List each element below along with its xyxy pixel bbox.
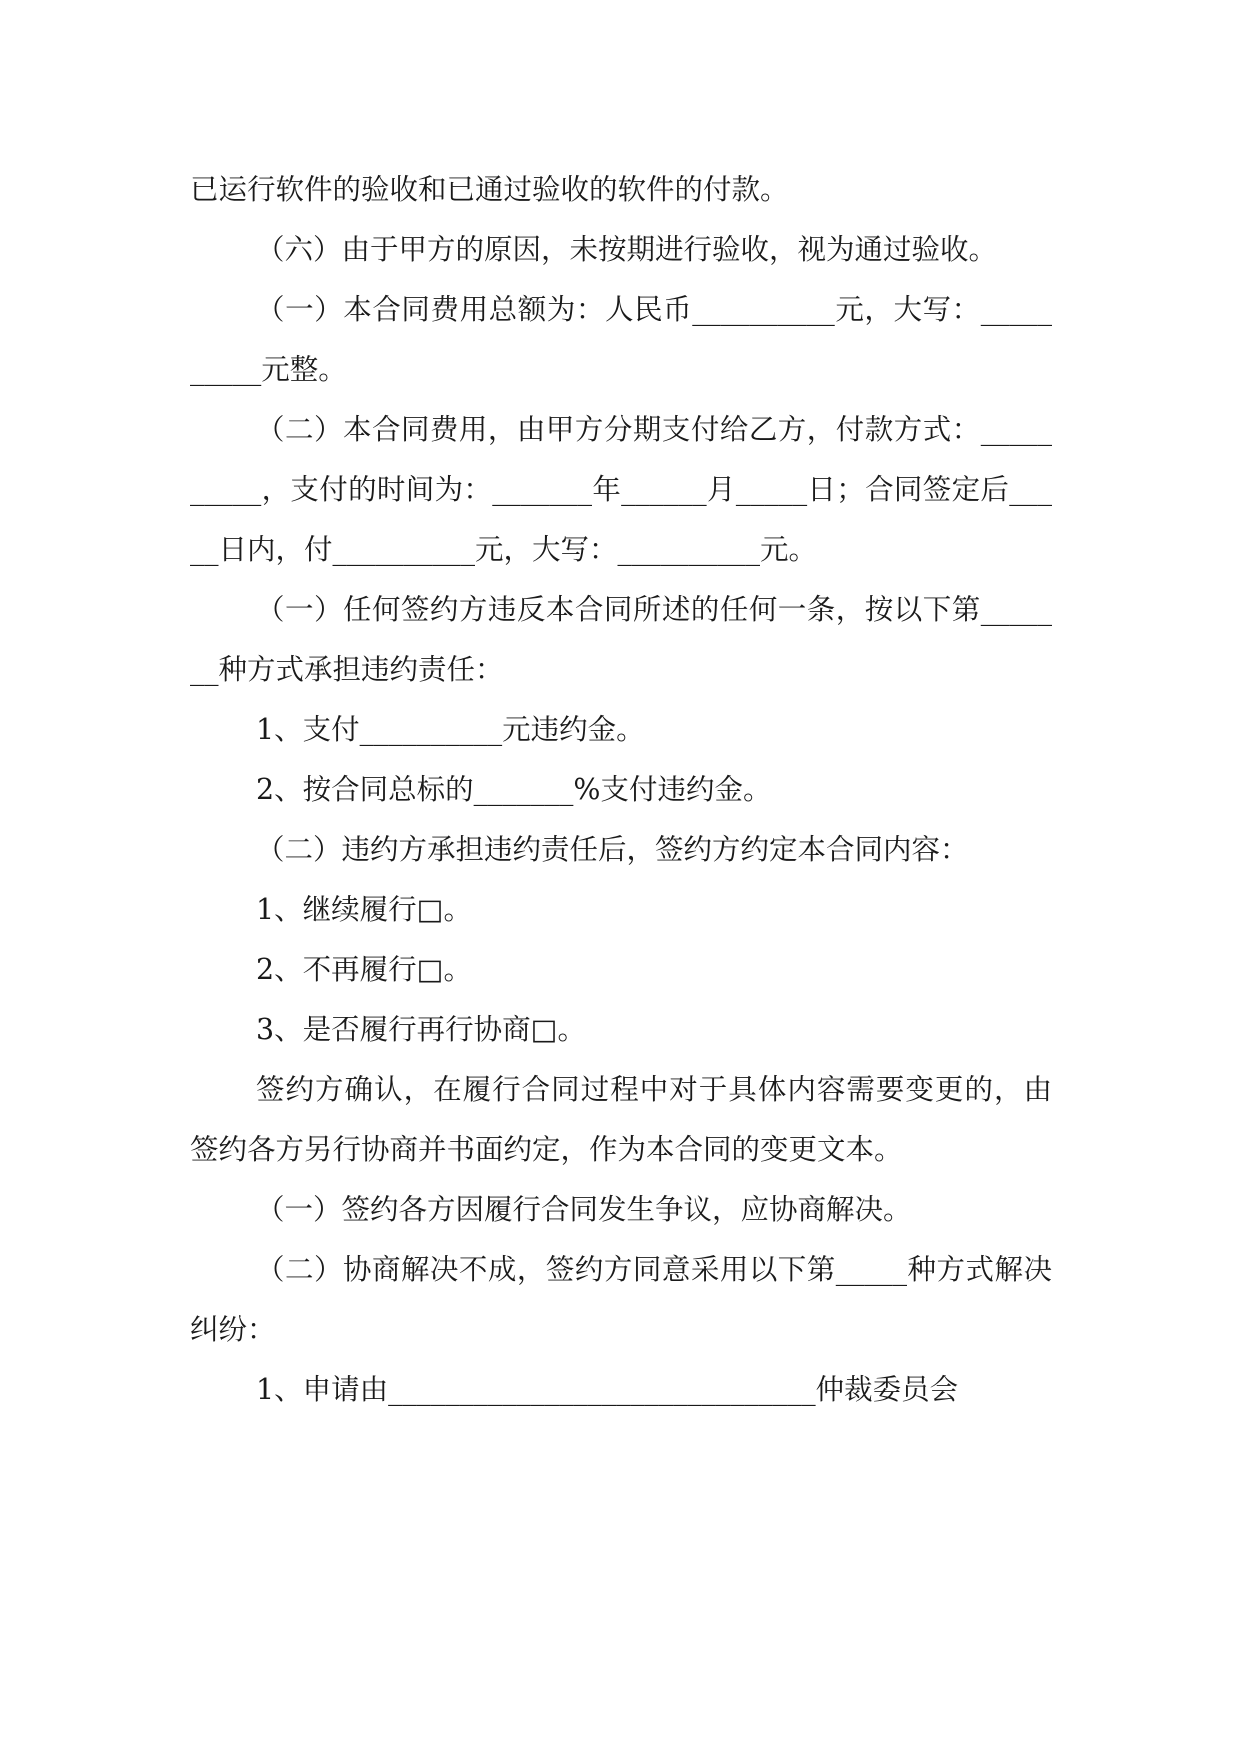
list-item-arbitration: 1、申请由______________________________仲裁委员会 bbox=[256, 1373, 959, 1406]
list-item-penalty-amount: 1、支付__________元违约金。 bbox=[256, 713, 645, 746]
document-page bbox=[190, 160, 1052, 1420]
list-item-penalty-percent: 2、按合同总标的_______%支付违约金。 bbox=[256, 773, 772, 806]
paragraph-after-breach: （二）违约方承担违约责任后，签约方约定本合同内容： bbox=[256, 833, 969, 866]
paragraph-payment-schedule: （二）本合同费用，由甲方分期支付给乙方，付款方式：__________，支付的时间为：_______年______月_____日；合同签定后_____日内，付__________元，大写：__________元。 bbox=[190, 413, 1052, 566]
paragraph-breach-liability: （一）任何签约方违反本合同所述的任何一条，按以下第_______种方式承担违约责任： bbox=[190, 593, 1052, 686]
list-item-negotiate: 3、是否履行再行协商□。 bbox=[256, 1013, 587, 1046]
paragraph-dispute-resolution: （二）协商解决不成，签约方同意采用以下第_____种方式解决纠纷： bbox=[190, 1253, 1052, 1346]
paragraph-clause-6: （六）由于甲方的原因，未按期进行验收，视为通过验收。 bbox=[256, 233, 998, 266]
paragraph-dispute-negotiation: （一）签约各方因履行合同发生争议，应协商解决。 bbox=[256, 1193, 912, 1226]
list-item-discontinue: 2、不再履行□。 bbox=[256, 953, 473, 986]
paragraph-total-fee: （一）本合同费用总额为：人民币__________元，大写：__________元整。 bbox=[190, 293, 1052, 386]
paragraph-amendment: 签约方确认，在履行合同过程中对于具体内容需要变更的，由签约各方另行协商并书面约定，作为本合同的变更文本。 bbox=[190, 1073, 1052, 1166]
paragraph-acceptance-payment: 已运行软件的验收和已通过验收的软件的付款。 bbox=[190, 173, 789, 206]
list-item-continue: 1、继续履行□。 bbox=[256, 893, 473, 926]
